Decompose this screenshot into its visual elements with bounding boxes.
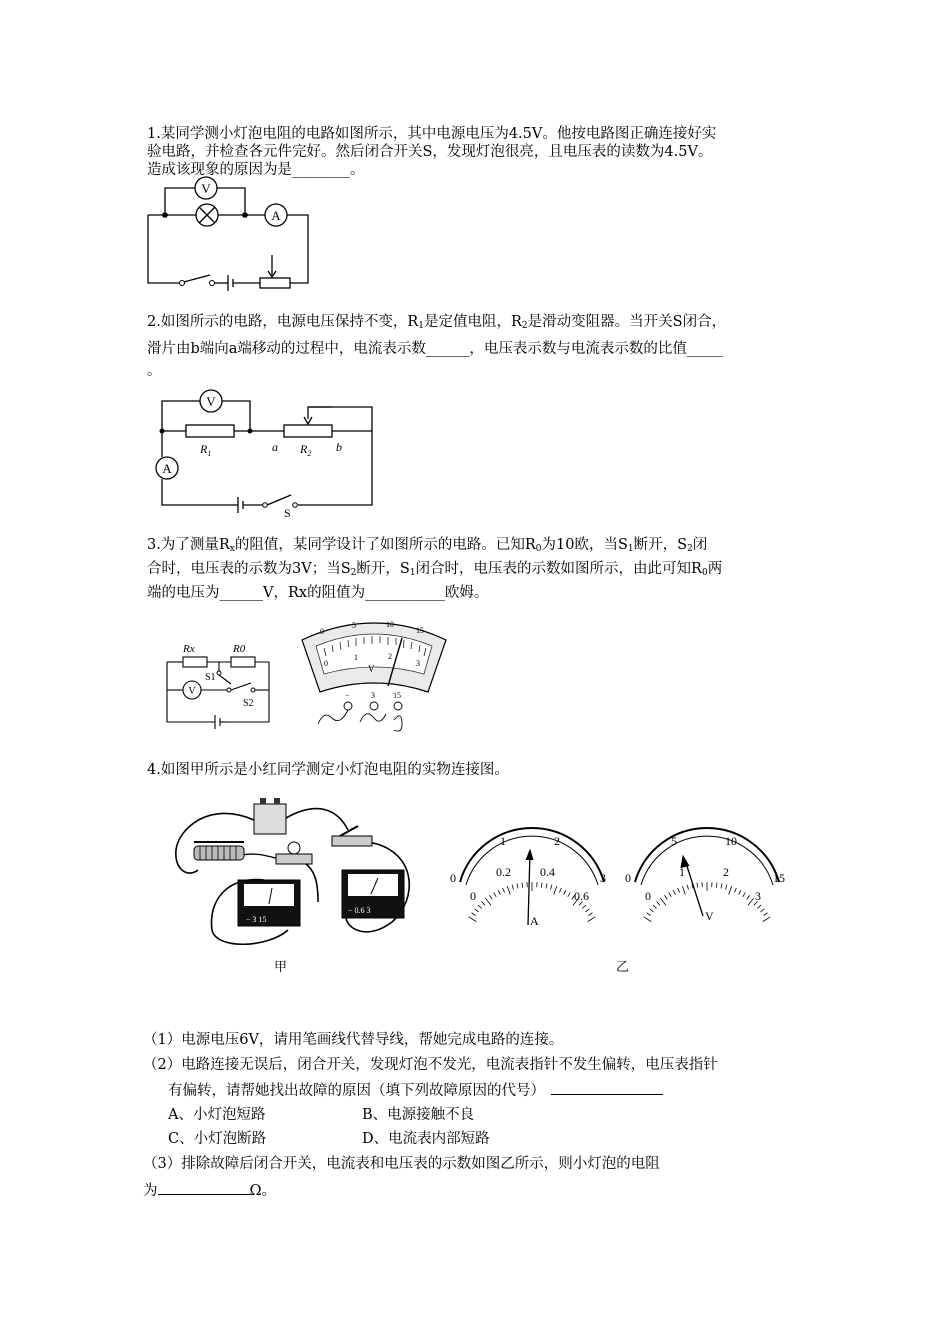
q4-ammeter-letter: A (530, 914, 539, 928)
dial-tick (673, 890, 675, 894)
q4-part2-line2: 有偏转，请帮她找出故障的原因（填下列故障原因的代号） (168, 1080, 663, 1101)
q4-voltmeter-bottom-0: 0 (645, 889, 651, 903)
q4-ammeter-bottom-3: 0.6 (574, 889, 589, 903)
q2-circuit-diagram (148, 385, 378, 520)
q3-dial-bottom-3: 3 (416, 659, 420, 668)
dial-tick (660, 898, 666, 905)
q4-option-d: D、电流表内部短路 (362, 1131, 490, 1147)
dial-tick (472, 913, 476, 916)
dial-tick (588, 917, 596, 922)
q4-voltmeter-bottom-3: 3 (755, 889, 761, 903)
dial-tick (761, 909, 765, 912)
q3-circuit-diagram (165, 640, 295, 730)
q4-line1: 4.如图甲所示是小红同学测定小灯泡电阻的实物连接图。 (147, 762, 509, 778)
dial-tick (647, 913, 651, 916)
q1-line1: 1.某同学测小灯泡电阻的电路如图所示，其中电源电压为4.5V。他按电路图正确连接好实 (147, 126, 717, 142)
dial-tick (478, 905, 482, 908)
q4-voltmeter-top-0: 0 (625, 871, 631, 885)
q4-voltmeter-letter: V (705, 909, 714, 923)
dial-tick (653, 905, 657, 908)
dial-tick (763, 913, 767, 916)
q2-line3: 。 (147, 363, 162, 379)
q3-dial-bottom-1: 1 (354, 653, 358, 662)
q4-label-jia: 甲 (274, 960, 288, 975)
dial-tick (669, 893, 672, 897)
q4-ammeter-top-1: 1 (500, 834, 506, 848)
q4-ammeter-bottom-2: 0.4 (540, 865, 555, 879)
q4-option-c: C、小灯泡断路 (168, 1131, 267, 1147)
q4-voltmeter-top-15: 15 (773, 871, 785, 885)
dial-tick (739, 890, 741, 894)
dial-tick (482, 901, 485, 905)
q3-dial-top-0: 0 (320, 627, 324, 636)
dial-tick (687, 885, 688, 890)
q4-label-yi: 乙 (616, 960, 630, 975)
dial-tick (489, 895, 492, 899)
q3-rx-label: Rx (183, 643, 195, 655)
dial-tick (512, 885, 513, 890)
q4-option-a: A、小灯泡短路 (168, 1107, 266, 1123)
q4-ammeter-bottom-0: 0 (470, 889, 476, 903)
q4-part2-line1: （2）电路连接无误后，闭合开关，发现灯泡不发光，电流表指针不发生偏转，电压表指针 (143, 1057, 718, 1073)
q2-b-label: b (336, 440, 342, 454)
q3-terminal-3: 3 (371, 691, 375, 700)
dial-tick (582, 905, 586, 908)
q3-terminal-neg: − (345, 691, 350, 700)
q4-voltmeter-terminals: − 0.6 3 (348, 906, 371, 915)
dial-tick (734, 888, 736, 893)
q4-part1: （1）电源电压6V，请用笔画线代替导线，帮她完成电路的连接。 (143, 1032, 564, 1048)
dial-tick (657, 901, 660, 905)
q4-voltmeter-dial (625, 830, 795, 930)
q3-s1-label: S1 (205, 672, 216, 683)
dial-tick (721, 884, 722, 889)
dial-tick (568, 893, 571, 897)
q2-voltmeter-label: V (206, 394, 216, 409)
q3-s2-label: S2 (243, 698, 254, 709)
dial-tick (485, 898, 491, 905)
q1-voltmeter-label: V (201, 181, 211, 196)
q3-dial-bottom-2: 2 (388, 652, 392, 661)
dial-tick (743, 893, 746, 897)
q3-line1: 3.为了测量$R_x$的阻值，某同学设计了如图所示的电路。已知$R_0$为10欧，当$S_1$断开，$S_2$闭 (147, 537, 708, 554)
q3-terminal-15: 15 (393, 691, 401, 700)
dial-tick (726, 885, 727, 890)
q4-ammeter-terminals: − 3 15 (246, 915, 267, 924)
q2-ammeter-label: A (162, 461, 172, 476)
dial-tick (586, 909, 590, 912)
dial-tick (682, 886, 685, 894)
q1-circuit-diagram (140, 175, 320, 300)
dial-tick (503, 888, 505, 893)
dial-tick (763, 917, 771, 922)
q4-ammeter-bottom-1: 0.2 (496, 865, 511, 879)
q2-switch-label: S (284, 506, 291, 520)
q4-ammeter-dial (450, 830, 620, 930)
q4-voltmeter-bottom-2: 2 (723, 865, 729, 879)
q2-a-label: a (272, 440, 278, 454)
dial-tick (564, 890, 566, 894)
q3-line3: 端的电压为______V，Rx的阻值为___________欧姆。 (147, 585, 489, 601)
q1-ammeter-label: A (271, 208, 281, 223)
dial-tick (644, 917, 652, 922)
dial-tick (664, 895, 667, 899)
dial-tick (748, 898, 754, 905)
q4-part3-line2: 为 Ω。 (143, 1180, 276, 1201)
dial-tick (559, 888, 561, 893)
q4-part2-answer-blank[interactable] (551, 1080, 663, 1095)
q4-part3-line1: （3）排除故障后闭合开关，电流表和电压表的示数如图乙所示，则小灯泡的电阻 (143, 1156, 660, 1172)
q3-dial-top-15: 15 (416, 626, 424, 635)
q3-voltmeter-label: V (188, 686, 196, 697)
q3-voltmeter-dial (298, 612, 450, 734)
q4-ammeter-top-2: 2 (554, 834, 560, 848)
dial-tick (494, 893, 497, 897)
q4-part3-answer-blank[interactable] (158, 1180, 250, 1195)
dial-tick (747, 895, 750, 899)
q3-dial-bottom-0: 0 (324, 659, 328, 668)
q4-ammeter-top-3: 3 (600, 871, 606, 885)
dial-tick (551, 885, 552, 890)
dial-tick (469, 917, 477, 922)
dial-tick (588, 913, 592, 916)
q1-line2: 验电路，并检查各元件完好。然后闭合开关S，发现灯泡很亮，且电压表的读数为4.5V。 (147, 144, 713, 160)
q3-dial-top-10: 10 (386, 620, 394, 629)
dial-tick (650, 909, 654, 912)
q1-line3: 造成该现象的原因为是________。 (147, 162, 365, 178)
q4-option-b: B、电源接触不良 (362, 1107, 475, 1123)
dial-tick (475, 909, 479, 912)
dial-tick (507, 886, 510, 894)
q4-apparatus-photo (168, 790, 428, 950)
dial-tick (757, 905, 761, 908)
q4-ammeter-top-0: 0 (450, 871, 456, 885)
dial-tick (716, 883, 717, 888)
dial-tick (546, 884, 547, 889)
dial-tick (678, 888, 680, 893)
q2-r2-label: $R_2$ (300, 442, 312, 458)
dial-tick (522, 883, 523, 888)
dial-tick (729, 886, 732, 894)
dial-tick (541, 883, 542, 888)
q2-line2: 滑片由b端向a端移动的过程中，电流表示数______，电压表示数与电流表示数的比值_____ (147, 341, 724, 357)
dial-tick (498, 890, 500, 894)
q2-r1-label: $R_1$ (200, 442, 212, 458)
dial-tick (517, 884, 518, 889)
q3-line2: 合时，电压表的示数为3V；当$S_2$断开，$S_1$闭合时，电压表的示数如图所示，由此可知$R_0$两 (147, 561, 723, 578)
dial-tick (554, 886, 557, 894)
q2-line1: 2.如图所示的电路，电源电压保持不变，$R_1$是定值电阻，$R_2$是滑动变阻器。当开关S闭合， (147, 314, 727, 331)
q3-dial-v-letter: V (368, 664, 375, 674)
q4-voltmeter-top-5: 5 (671, 834, 677, 848)
q4-voltmeter-bottom-1: 1 (679, 865, 685, 879)
q4-voltmeter-top-10: 10 (725, 834, 737, 848)
q3-r0-label: R0 (233, 643, 246, 655)
q3-dial-top-5: 5 (352, 621, 356, 630)
dial-tick (697, 883, 698, 888)
